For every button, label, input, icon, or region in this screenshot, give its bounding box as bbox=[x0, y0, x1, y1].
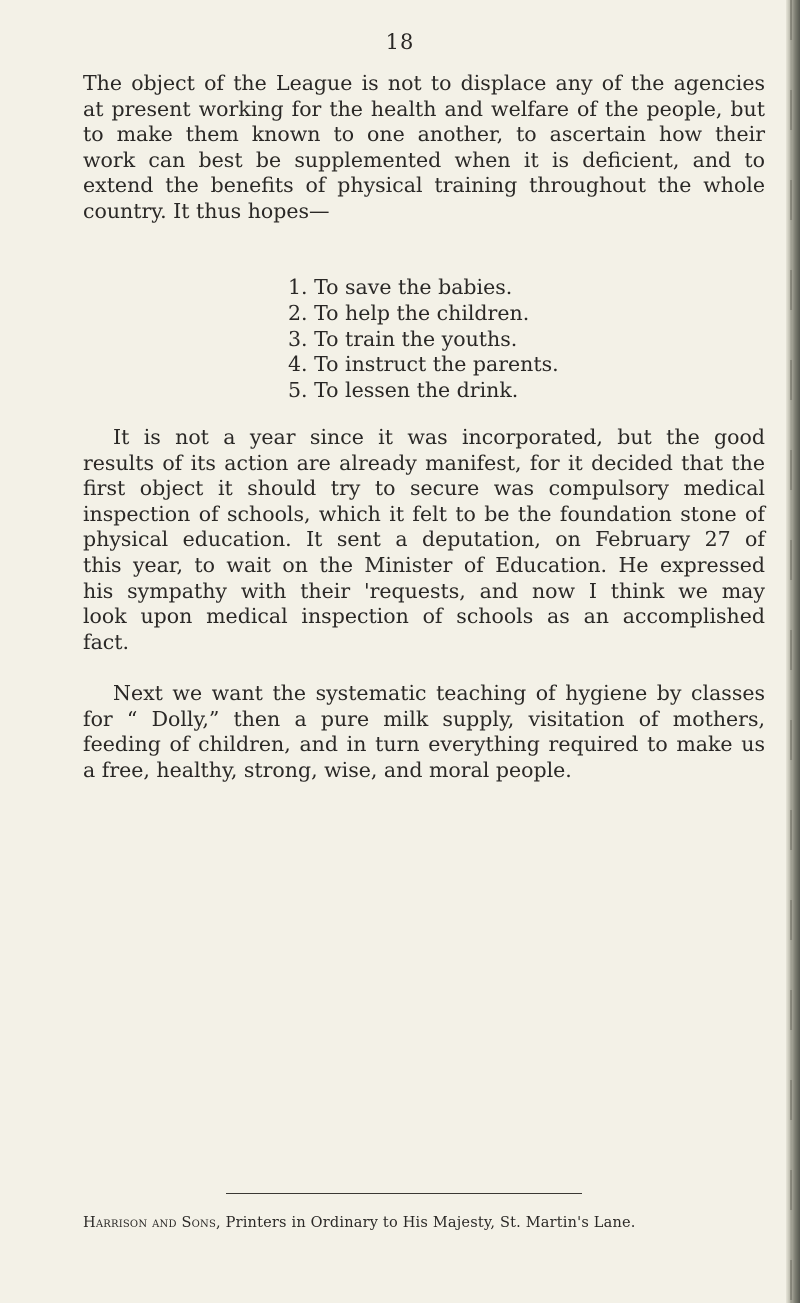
text-line: The object of the League is not to displace any of the agencies bbox=[83, 71, 765, 95]
paragraph-league-object bbox=[83, 71, 765, 225]
list-item: 1. To save the babies. bbox=[288, 275, 513, 299]
text-line: physical education. It sent a deputation, on February 27 of bbox=[83, 527, 765, 552]
printer-imprint bbox=[83, 1215, 636, 1231]
list-item: 2. To help the children. bbox=[288, 300, 530, 325]
text-line: feeding of children, and in turn everything required to make us bbox=[83, 732, 765, 757]
printer-details: Printers in Ordinary to His Majesty, St. Martin's Lane. bbox=[220, 1215, 636, 1231]
footer-rule bbox=[226, 1193, 582, 1194]
paragraph-next-wants bbox=[83, 681, 765, 783]
text-line: his sympathy with their 'requests, and now I think we may bbox=[83, 578, 765, 603]
text-line: extend the benefits of physical training throughout the whole bbox=[83, 173, 765, 198]
list-item: 3. To train the youths. bbox=[288, 326, 518, 351]
list-item: 5. To lessen the drink. bbox=[288, 378, 519, 403]
hopes-list bbox=[288, 275, 559, 404]
text-line: for “ Dolly,” then a pure milk supply, visitation of mothers, bbox=[83, 706, 765, 731]
text-line: to make them known to one another, to ascertain how their bbox=[83, 122, 765, 147]
list-item: 4. To instruct the parents. bbox=[288, 352, 559, 377]
text-line: first object it should try to secure was compulsory medical bbox=[83, 476, 765, 501]
text-line: fact. bbox=[83, 629, 130, 654]
text-line: at present working for the health and welfare of the people, but bbox=[83, 96, 765, 121]
printer-name: Harrison and Sons, bbox=[83, 1215, 221, 1231]
text-line: this year, to wait on the Minister of Education. He expressed bbox=[83, 552, 765, 577]
page-number: 18 bbox=[385, 30, 415, 54]
text-line: It is not a year since it was incorporated, but the good bbox=[113, 425, 765, 449]
text-line: country. It thus hopes— bbox=[83, 198, 330, 223]
paragraph-medical-inspection bbox=[83, 425, 765, 655]
text-line: Next we want the systematic teaching of hygiene by classes bbox=[113, 681, 765, 705]
text-line: look upon medical inspection of schools as an accomplished bbox=[83, 604, 765, 629]
text-line: results of its action are already manifest, for it decided that the bbox=[83, 450, 765, 475]
text-line: inspection of schools, which it felt to be the foundation stone of bbox=[83, 501, 765, 526]
text-line: a free, healthy, strong, wise, and moral people. bbox=[83, 757, 572, 782]
page-edge-shadow bbox=[786, 0, 800, 1303]
text-line: work can best be supplemented when it is deficient, and to bbox=[83, 147, 765, 172]
